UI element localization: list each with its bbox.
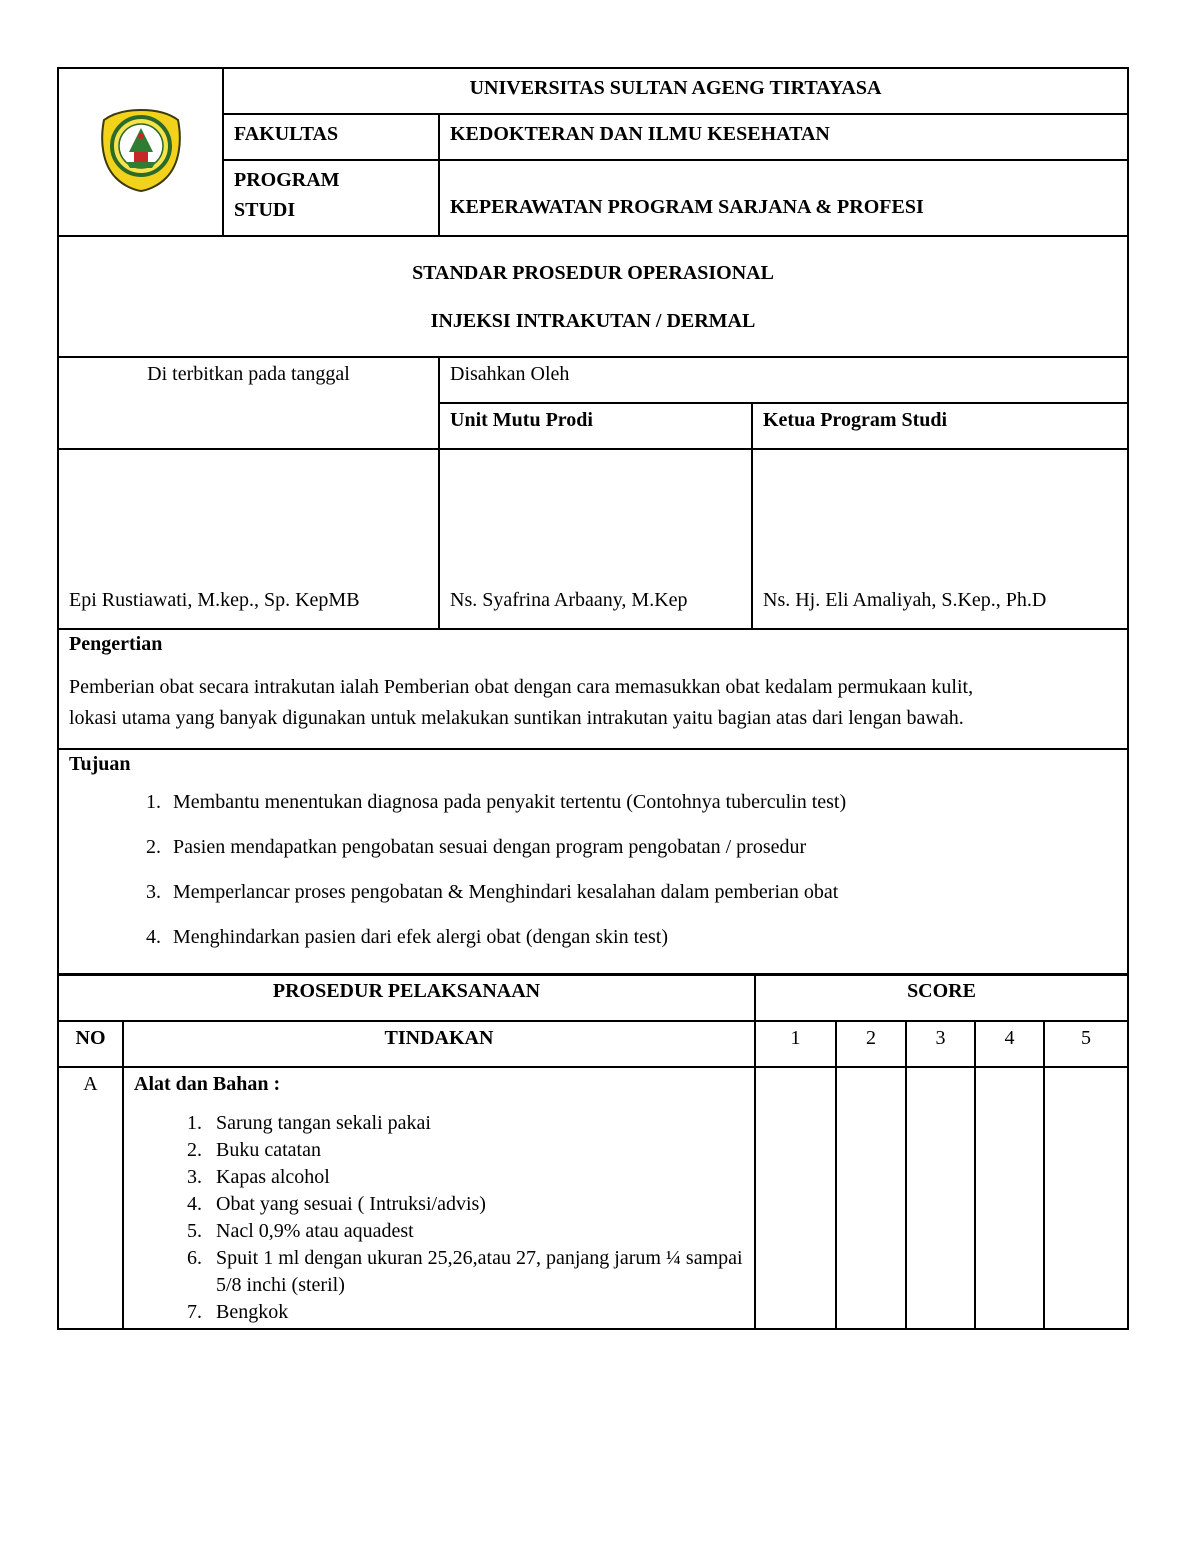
alat-bahan-list [172, 1110, 744, 1326]
sop-header-table [57, 67, 1129, 976]
ketua-prodi-signature: Ns. Hj. Eli Amaliyah, S.Kep., Ph.D [752, 449, 1128, 629]
list-number: 1. [187, 1112, 202, 1134]
list-text: Sarung tangan sekali pakai [216, 1112, 431, 1134]
program-label [223, 160, 439, 236]
list-number: 1. [146, 791, 161, 813]
ketua-prodi-label: Ketua Program Studi [752, 403, 1128, 449]
list-item [131, 880, 1117, 904]
score-column-2: 2 [836, 1021, 906, 1067]
list-item [172, 1164, 744, 1191]
list-item [131, 790, 1117, 814]
unit-mutu-label: Unit Mutu Prodi [439, 403, 752, 449]
approved-by-label: Disahkan Oleh [439, 357, 1128, 403]
list-item [172, 1218, 744, 1245]
list-item [172, 1137, 744, 1164]
document-title [58, 236, 1128, 357]
score-cell[interactable] [1044, 1067, 1128, 1329]
score-column-4: 4 [975, 1021, 1044, 1067]
university-name: UNIVERSITAS SULTAN AGENG TIRTAYASA [223, 68, 1128, 114]
score-heading: SCORE [755, 974, 1128, 1021]
pengertian-line2: lokasi utama yang banyak digunakan untuk melakukan suntikan intrakutan yaitu bagian atas dari lengan bawah. [69, 707, 964, 729]
university-logo [96, 106, 186, 192]
procedure-table [57, 973, 1129, 1330]
pengertian-text [69, 672, 1117, 734]
list-item [172, 1110, 744, 1137]
pengertian-heading: Pengertian [69, 633, 163, 655]
program-value: KEPERAWATAN PROGRAM SARJANA & PROFESI [439, 160, 1128, 236]
faculty-label: FAKULTAS [223, 114, 439, 160]
column-header-tindakan: TINDAKAN [123, 1021, 755, 1067]
list-item [131, 925, 1117, 949]
list-item [172, 1191, 744, 1218]
procedure-heading: PROSEDUR PELAKSANAAN [58, 974, 755, 1021]
score-cell[interactable] [906, 1067, 975, 1329]
list-text: Menghindarkan pasien dari efek alergi obat (dengan skin test) [173, 926, 669, 948]
list-number: 4. [146, 926, 161, 948]
table-row [58, 1067, 1128, 1329]
program-label-line2: STUDI [234, 199, 296, 221]
issuer-signature: Epi Rustiawati, M.kep., Sp. KepMB [58, 449, 439, 629]
list-number: 3. [146, 881, 161, 903]
list-number: 7. [187, 1301, 202, 1323]
column-header-no: NO [58, 1021, 123, 1067]
list-number: 5. [187, 1220, 202, 1242]
list-number: 2. [187, 1139, 202, 1161]
score-column-3: 3 [906, 1021, 975, 1067]
score-cell[interactable] [755, 1067, 836, 1329]
score-cell[interactable] [836, 1067, 906, 1329]
list-text: Obat yang sesuai ( Intruksi/advis) [216, 1193, 486, 1215]
logo-cell [58, 68, 223, 236]
list-number: 4. [187, 1193, 202, 1215]
title-line1: STANDAR PROSEDUR OPERASIONAL [412, 262, 774, 284]
list-text: Memperlancar proses pengobatan & Menghindari kesalahan dalam pemberian obat [173, 881, 839, 903]
tujuan-section [58, 749, 1128, 975]
list-text: Pasien mendapatkan pengobatan sesuai dengan program pengobatan / prosedur [173, 836, 807, 858]
program-label-line1: PROGRAM [234, 169, 340, 191]
list-text: Bengkok [216, 1301, 289, 1323]
list-text: Membantu menentukan diagnosa pada penyakit tertentu (Contohnya tuberculin test) [173, 791, 847, 813]
pengertian-section [58, 629, 1128, 749]
list-item [172, 1245, 744, 1299]
section-a-title: Alat dan Bahan : [134, 1073, 281, 1095]
list-text: Nacl 0,9% atau aquadest [216, 1220, 414, 1242]
list-text: Kapas alcohol [216, 1166, 330, 1188]
score-column-1: 1 [755, 1021, 836, 1067]
section-a-content [123, 1067, 755, 1329]
title-line2: INJEKSI INTRAKUTAN / DERMAL [430, 310, 756, 332]
issued-date-label: Di terbitkan pada tanggal [58, 357, 439, 449]
score-cell[interactable] [975, 1067, 1044, 1329]
unit-mutu-signature: Ns. Syafrina Arbaany, M.Kep [439, 449, 752, 629]
score-column-5: 5 [1044, 1021, 1128, 1067]
pengertian-line1: Pemberian obat secara intrakutan ialah Pemberian obat dengan cara memasukkan obat kedalam permukaan kulit, [69, 676, 974, 698]
list-text: Buku catatan [216, 1139, 321, 1161]
tujuan-list [131, 790, 1117, 949]
tujuan-heading: Tujuan [69, 753, 131, 775]
list-text: Spuit 1 ml dengan ukuran 25,26,atau 27, panjang jarum ¼ sampai 5/8 inchi (steril) [216, 1247, 743, 1296]
list-item [172, 1299, 744, 1326]
list-number: 2. [146, 836, 161, 858]
list-number: 6. [187, 1247, 202, 1269]
faculty-value: KEDOKTERAN DAN ILMU KESEHATAN [439, 114, 1128, 160]
list-number: 3. [187, 1166, 202, 1188]
list-item [131, 835, 1117, 859]
section-a-number: A [58, 1067, 123, 1329]
